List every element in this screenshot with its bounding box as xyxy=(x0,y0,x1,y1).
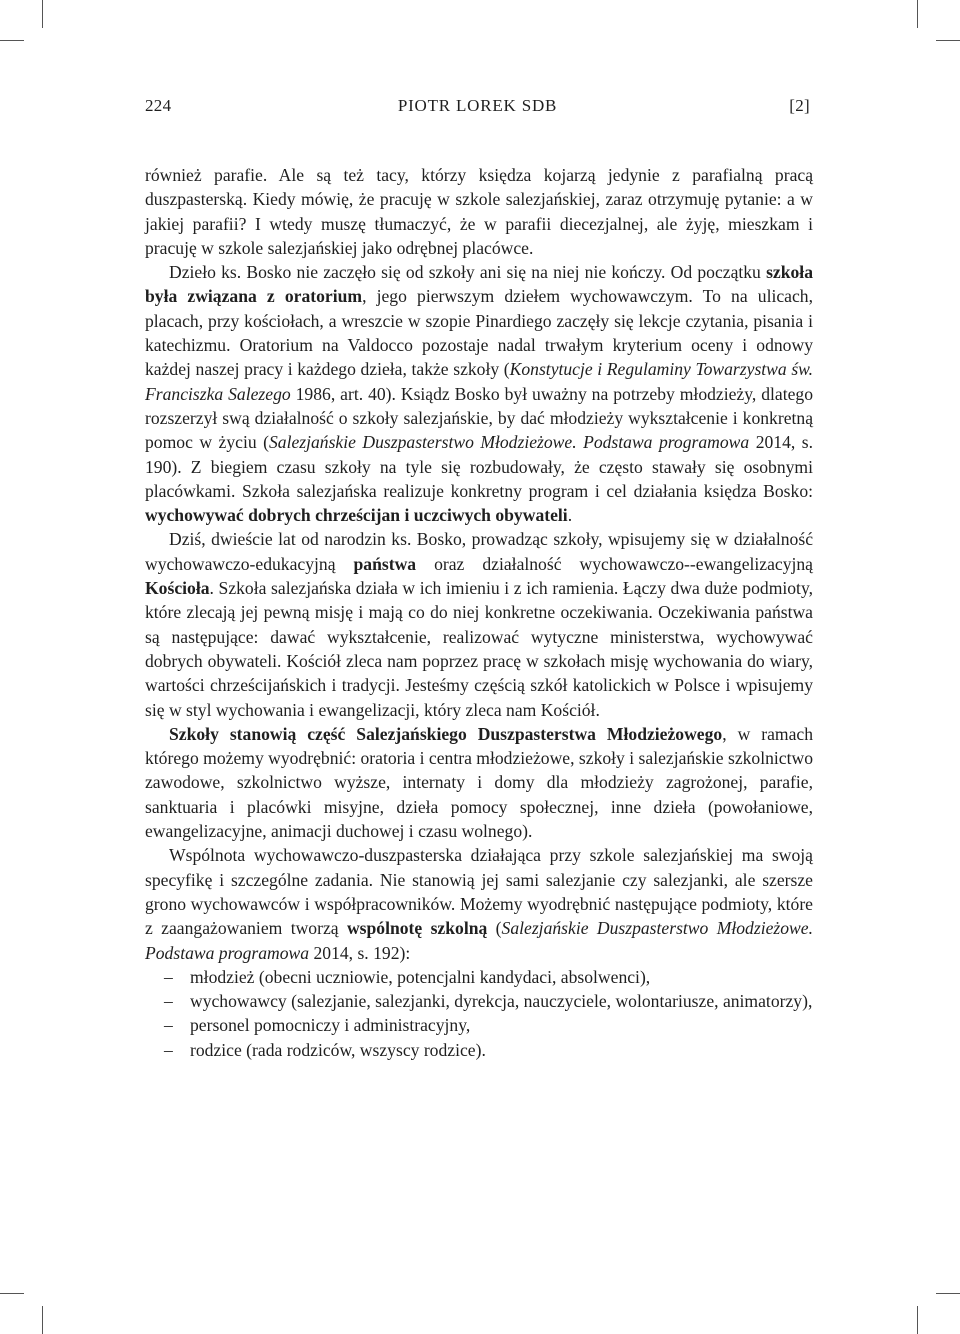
paragraph xyxy=(145,163,813,260)
crop-mark xyxy=(0,1293,24,1294)
text-run: , jego pierwszym dziełem wychowawczym. To na ulicach, placach, przy kościołach, a wreszcie w szopie Pinardiego zaczęły się lekcje czytania, pisania i katechizmu. Oratorium na Valdocco pozostaje nadal trwałym kryterium oceny i odnowy każdej naszej pracy i każdego dzieła, także szkoły ( xyxy=(145,286,813,380)
text-run: . Szkoła salezjańska działa w ich imieniu i z ich ramienia. Łączy dwa duże podmioty, które zlecają jej pewną misję i mają co do niej konkretne oczekiwania. Oczekiwania państwa są następujące: dawać wykształcenie, realizować wytyczne ministerstwa, wychowywać dobrych obywateli. Kościół zleca nam poprzez pracę w szkołach misję wychowania do wiary, wartości chrześcijańskich i tradycji. Jesteśmy częścią szkół katolickich w Polsce i wpisujemy się w styl wychowania i ewangelizacji, który zleca nam Kościół. xyxy=(145,578,813,720)
text-run: 2014, s. 190). Z biegiem czasu szkoły na tyle się rozbudowały, że często stawały się osobnymi placówkami. Szkoła salezjańska realizuje konkretny program i cel działania księdza Bosko: xyxy=(145,432,813,501)
crop-mark xyxy=(917,1306,918,1334)
list-item xyxy=(145,989,813,1013)
crop-mark xyxy=(917,0,918,28)
list-dash: – xyxy=(164,991,173,1012)
bold-text: Kościoła xyxy=(145,578,210,599)
paragraph xyxy=(145,260,813,527)
crop-mark xyxy=(936,1293,960,1294)
bold-text: państwa xyxy=(353,553,417,574)
text-run: Dziś, dwieście lat od narodzin ks. Bosko, prowadząc szkoły, wpisujemy się w działalność wychowawczo-edukacyjną xyxy=(145,529,813,574)
list-dash: – xyxy=(164,966,173,987)
paragraph xyxy=(145,722,813,843)
text-run: oraz działalność wychowawczo-​-ewangelizacyjną xyxy=(416,553,813,574)
list-dash: – xyxy=(164,1015,173,1036)
crop-mark xyxy=(42,1306,43,1334)
list-item-text: rodzice (rada rodziców, wszyscy rodzice). xyxy=(190,1039,486,1060)
text-run: również parafie. Ale są też tacy, którzy księdza kojarzą jedynie z parafialną pracą duszpasterską. Kiedy mówię, że pracuję w szkole salezjańskiej, zaraz otrzymuję pytanie: a w jakiej parafii? I wtedy muszę tłumaczyć, że w parafii diecezjalnej, ale żyję, mieszkam i pracuję w szkole salezjańskiej jako odrębnej placówce. xyxy=(145,165,813,258)
italic-text: Konstytucje i Regulaminy Towarzystwa św. Franciszka Salezego xyxy=(145,359,813,404)
crop-mark xyxy=(0,40,24,41)
crop-mark xyxy=(936,40,960,41)
list-item xyxy=(145,1038,813,1062)
text-run: ( xyxy=(487,918,502,939)
italic-text: Salezjańskie Duszpasterstwo Młodzieżowe. Podstawa programowa xyxy=(268,432,750,453)
text-run: 2014, s. 192): xyxy=(309,942,411,963)
running-head-chapter: [2] xyxy=(789,96,810,115)
dash-list xyxy=(145,965,813,1062)
text-run: Wspólnota wychowawczo-duszpasterska działająca przy szkole salezjańskiej ma swoją specyfikę i szczególne zadania. Nie stanowią jej sami salezjanie czy salezjanki, ale szersze grono wychowawców i współpracowników. Możemy wyodrębnić następujące podmioty, które z zaangażowaniem tworzą xyxy=(145,845,813,939)
bold-text: wychowywać dobrych chrześcijan i uczciwych obywateli xyxy=(145,505,568,526)
bold-text: szkoła była związana z oratorium xyxy=(145,262,813,307)
list-item-text: personel pomocniczy i administracyjny, xyxy=(190,1015,471,1036)
paragraph-container xyxy=(145,163,813,965)
list-item xyxy=(145,965,813,989)
italic-text: Salezjańskie Duszpasterstwo Młodzieżowe. Podstawa programowa xyxy=(145,918,813,963)
running-head xyxy=(145,96,810,118)
list-dash: – xyxy=(164,1039,173,1060)
page-number: 224 xyxy=(145,96,172,115)
text-run: 1986, art. 40). Ksiądz Bosko był uważny na potrzeby młodzieży, dlatego rozszerzył swą działalność o szkoły salezjańskie, by dać młodzieży wykształcenie i konkretną pomoc w życiu ( xyxy=(145,383,814,453)
text-run: . xyxy=(567,505,573,526)
list-item-text: wychowawcy (salezjanie, salezjanki, dyrekcja, nauczyciele, wolontariusze, animatorzy), xyxy=(190,991,813,1012)
paragraph xyxy=(145,527,813,721)
running-head-author: PIOTR LOREK SDB xyxy=(397,96,558,115)
bold-text: Szkoły stanowią część Salezjańskiego Duszpasterstwa Młodzieżowego xyxy=(169,723,723,744)
paragraph xyxy=(145,843,813,964)
crop-mark xyxy=(42,0,43,28)
bold-text: wspólnotę szkolną xyxy=(346,918,488,939)
body-text xyxy=(145,163,813,1062)
list-item-text: młodzież (obecni uczniowie, potencjalni kandydaci, absolwenci), xyxy=(190,966,651,987)
text-run: , w ramach którego możemy wyodrębnić: oratoria i centra młodzieżowe, szkoły i salezjańskie szkolnictwo zawodowe, szkolnictwo wyższe, internaty i domy dla młodzieży zagrożonej, parafie, sanktuaria i placówki misyjne, dzieła pomocy społecznej, inne dzieła (powołaniowe, ewangelizacyjne, animacji duchowej i czasu wolnego). xyxy=(145,723,814,842)
text-run: Dzieło ks. Bosko nie zaczęło się od szkoły ani się na niej nie kończy. Od początku xyxy=(169,262,767,283)
list-item xyxy=(145,1013,813,1037)
